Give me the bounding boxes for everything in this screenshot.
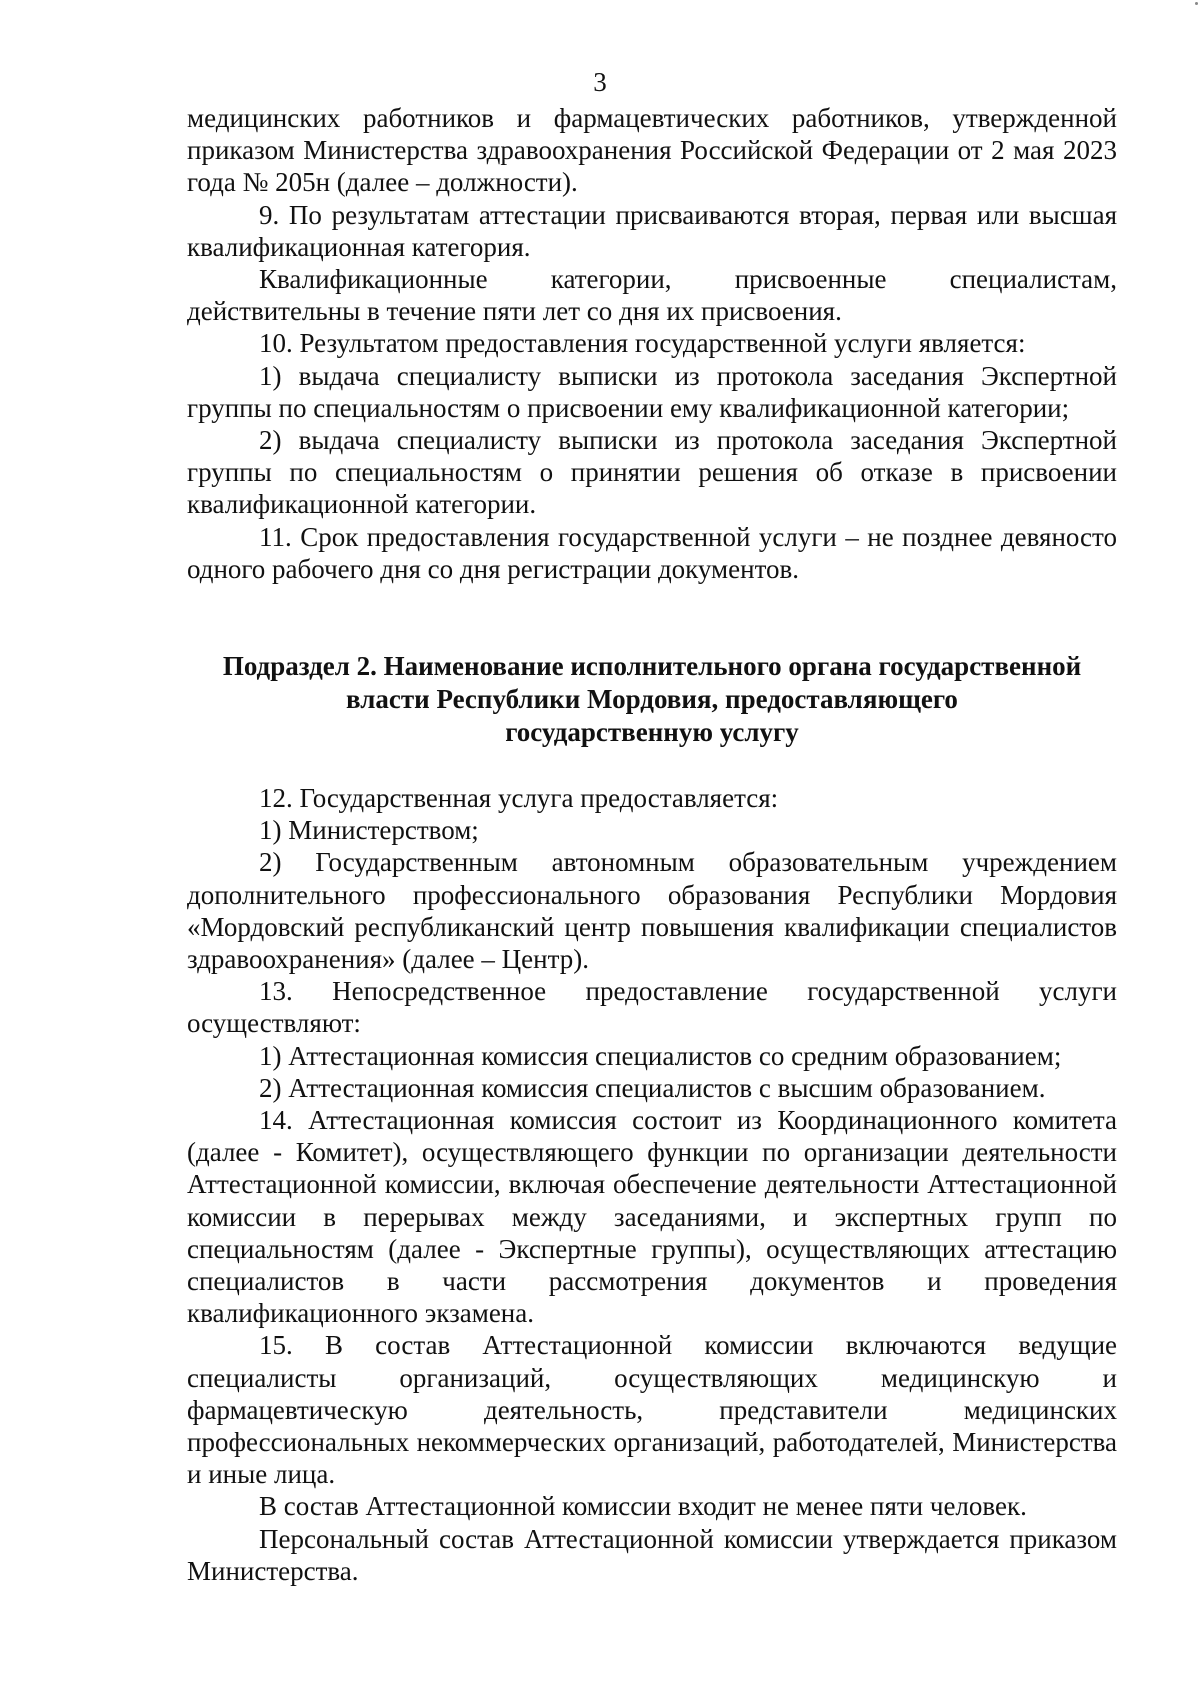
paragraph-commission-size: В состав Аттестационной комиссии входит не менее пяти человек.: [259, 1491, 1027, 1522]
paragraph-13: 13. Непосредственное предоставление государственной услуги осуществляют:: [187, 976, 1117, 1039]
paragraph-10-item-2: 2) выдача специалисту выписки из протокола заседания Экспертной группы по специальностям о принятии решения об отказе в присвоении квалификационной категории.: [187, 425, 1117, 520]
paragraph-13-item-1: 1) Аттестационная комиссия специалистов со средним образованием;: [259, 1040, 1062, 1071]
section-heading-line-3: государственную услугу: [505, 717, 799, 747]
page-number: 3: [593, 67, 607, 97]
paragraph-10-item-1: 1) выдача специалисту выписки из протокола заседания Экспертной группы по специальностям о присвоении ему квалификационной категории;: [187, 360, 1117, 423]
paragraph-12: 12. Государственная услуга предоставляется:: [259, 783, 779, 813]
section-heading-line-2: власти Республики Мордовия, предоставляющего: [346, 684, 958, 714]
section-heading: [187, 650, 1117, 749]
bottom-text-block: [187, 782, 1117, 1587]
paragraph-12-item-2: 2) Государственным автономным образовательным учреждением дополнительного профессионального образования Республики Мордовия «Мордовский республиканский центр повышения квалификации специалистов здравоохранения» (далее – Центр).: [187, 847, 1117, 975]
paragraph-commission-approval: Персональный состав Аттестационной комиссии утверждается приказом Министерства.: [187, 1523, 1117, 1586]
scan-mark: [1195, 2, 1198, 5]
paragraph-15: 15. В состав Аттестационной комиссии включаются ведущие специалисты организаций, осуществляющих медицинскую и фармацевтическую деятельность, представители медицинских профессиональных некоммерческих организаций, работодателей, Министерства и иные лица.: [187, 1330, 1117, 1490]
top-text-block: [187, 102, 1117, 585]
paragraph-13-item-2: 2) Аттестационная комиссия специалистов с высшим образованием.: [259, 1072, 1046, 1103]
paragraph-11: 11. Срок предоставления государственной услуги – не позднее девяносто одного рабочего дня со дня регистрации документов.: [187, 521, 1117, 584]
paragraph-9: 9. По результатам аттестации присваиваются вторая, первая или высшая квалификационная категория.: [187, 199, 1117, 262]
paragraph-positions-continuation: медицинских работников и фармацевтических работников, утвержденной приказом Министерства здравоохранения Российской Федерации от 2 мая 2023 года № 205н (далее – должности).: [187, 103, 1117, 198]
paragraph-14: 14. Аттестационная комиссия состоит из Координационного комитета (далее - Комитет), осуществляющего функции по организации деятельности Аттестационной комиссии, включая обеспечение деятельности Аттестационной комиссии в перерывах между заседаниями, и экспертных групп по специальностям (далее - Экспертные группы), осуществляющих аттестацию специалистов в части рассмотрения документов и проведения квалификационного экзамена.: [187, 1105, 1117, 1329]
paragraph-categories-validity: Квалификационные категории, присвоенные специалистам, действительны в течение пяти лет со дня их присвоения.: [187, 264, 1117, 327]
paragraph-12-item-1: 1) Министерством;: [259, 815, 479, 846]
paragraph-10: 10. Результатом предоставления государственной услуги является:: [259, 328, 1026, 359]
section-heading-line-1: Подраздел 2. Наименование исполнительного органа государственной: [222, 651, 1082, 681]
